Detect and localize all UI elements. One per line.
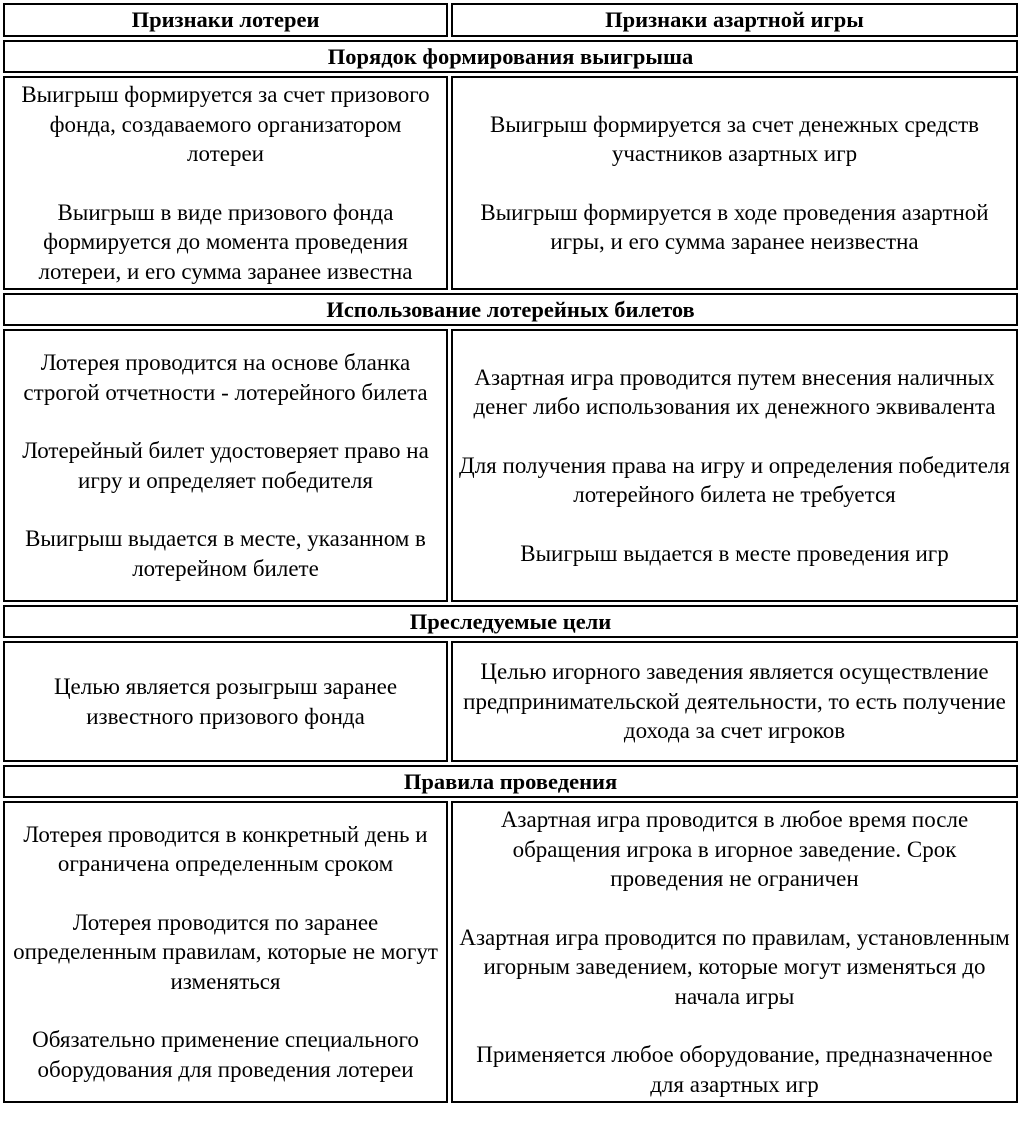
header-row xyxy=(3,3,1018,37)
lottery-item: Лотерея проводится на основе бланка строгой отчетности - лотерейного билета xyxy=(23,350,428,405)
gambling-item: Для получения права на игру и определения победителя лотерейного билета не требуется xyxy=(459,452,1010,508)
lottery-item: Выигрыш формируется за счет призового фонда, создаваемого организатором лотереи xyxy=(21,82,430,166)
lottery-cell xyxy=(3,641,448,762)
gambling-item: Применяется любое оборудование, предназначенное для азартных игр xyxy=(476,1042,993,1097)
lottery-item: Лотерея проводится в конкретный день и ограничена определенным сроком xyxy=(23,821,428,877)
gambling-cell xyxy=(451,76,1018,290)
table-row xyxy=(3,801,1018,1103)
gambling-item: Выигрыш формируется в ходе проведения азартной игры, и его сумма заранее неизвестна xyxy=(480,199,989,254)
lottery-item: Целью является розыгрыш заранее известного призового фонда xyxy=(53,674,398,729)
section-row xyxy=(3,765,1018,798)
gambling-cell xyxy=(451,801,1018,1103)
section-title-tickets: Использование лотерейных билетов xyxy=(3,293,1018,326)
section-row xyxy=(3,40,1018,73)
gambling-item: Целью игорного заведения является осуществление предпринимательской деятельности, то есть получение дохода за счет игроков xyxy=(463,659,1006,744)
gambling-item: Азартная игра проводится путем внесения наличных денег либо использования их денежного эквивалента xyxy=(473,364,996,420)
table-row xyxy=(3,329,1018,602)
table-row xyxy=(3,76,1018,290)
column-header-lottery: Признаки лотереи xyxy=(3,3,448,37)
section-title-rules: Правила проведения xyxy=(3,765,1018,798)
lottery-cell xyxy=(3,801,448,1103)
lottery-item: Лотерея проводится по заранее определенным правилам, которые не могут изменяться xyxy=(13,909,438,994)
lottery-item: Лотерейный билет удостоверяет право на игру и определяет победителя xyxy=(22,438,429,493)
section-row xyxy=(3,605,1018,638)
column-header-gambling: Признаки азартной игры xyxy=(451,3,1018,37)
gambling-cell xyxy=(451,641,1018,762)
gambling-item: Азартная игра проводится по правилам, установленным игорным заведением, которые могут изменяться до начала игры xyxy=(459,924,1010,1009)
gambling-cell xyxy=(451,329,1018,602)
gambling-item: Выигрыш выдается в месте проведения игр xyxy=(520,540,949,566)
lottery-item: Выигрыш в виде призового фонда формируется до момента проведения лотереи, и его сумма заранее известна xyxy=(38,199,413,284)
lottery-item: Обязательно применение специального оборудования для проведения лотереи xyxy=(32,1027,419,1082)
table-row xyxy=(3,641,1018,762)
lottery-cell xyxy=(3,76,448,290)
lottery-item: Выигрыш выдается в месте, указанном в лотерейном билете xyxy=(25,526,426,581)
section-title-prize-formation: Порядок формирования выигрыша xyxy=(3,40,1018,73)
section-title-goals: Преследуемые цели xyxy=(3,605,1018,638)
gambling-item: Выигрыш формируется за счет денежных средств участников азартных игр xyxy=(490,111,979,166)
section-row xyxy=(3,293,1018,326)
lottery-cell xyxy=(3,329,448,602)
gambling-item: Азартная игра проводится в любое время после обращения игрока в игорное заведение. Срок проведения не ограничен xyxy=(500,807,969,891)
